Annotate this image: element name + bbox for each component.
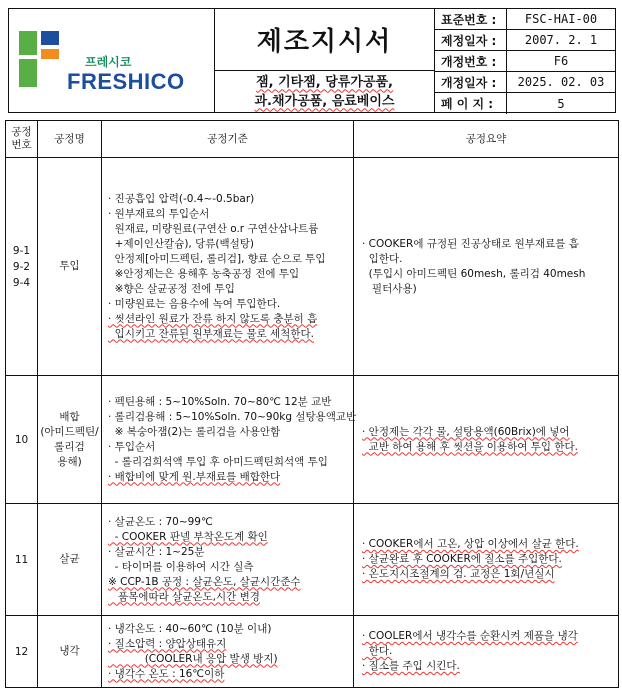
process-summary-line: · 질소를 주입 시킨다. [362, 660, 460, 672]
meta-row-revision-date [435, 72, 615, 93]
process-standard-line: (COOLER내 응압 발생 방지) [108, 652, 278, 665]
meta-row-revision-number [435, 51, 615, 72]
header-process-name: 공정명 [38, 121, 102, 158]
process-name [38, 158, 102, 376]
header-process-number: 공정 번호 [6, 121, 38, 158]
meta-value: 2025. 02. 03 [517, 75, 605, 89]
process-number-line: 11 [14, 553, 29, 566]
process-standard-line: ※향은 살균공정 전에 투입 [108, 282, 235, 295]
process-name-line: 냉각 [59, 645, 80, 657]
process-standard-line: · 냉각온도 : 40~60℃ (10분 이내) [108, 622, 272, 635]
process-standard-line: +제이인산칼슘), 당류(백설탕) [108, 237, 255, 250]
process-standard-line: · 살균온도 : 70~99℃ [108, 515, 213, 528]
table-row [6, 504, 619, 616]
process-summary-line: · COOKER에서 고온, 상압 이상에서 살균 한다. [362, 538, 579, 550]
process-summary-line: 필터사용) [362, 282, 417, 295]
process-standard-line: · 원부재료의 투입순서 [108, 207, 210, 220]
process-name-line: 용해) [57, 455, 82, 468]
process-number [6, 616, 38, 688]
meta-value: F6 [553, 54, 569, 68]
process-standard [102, 504, 354, 616]
company-name-korean: 프레시코 [85, 55, 132, 69]
process-standard-line: 입시키고 잔류된 원부재료는 물로 세척한다. [108, 327, 314, 340]
meta-row-standard-number [435, 9, 615, 30]
subtitle-line: 잼, 기타잼, 당류가공품, [256, 74, 393, 90]
process-summary [354, 504, 619, 616]
subtitle-line: 과.채가공품, 음료베이스 [254, 93, 395, 109]
process-summary-line: (투입시 아미드펙틴 60mesh, 롤리검 40mesh [362, 267, 586, 280]
process-summary-line: · 안정제는 각각 물, 설탕용액(60Brix)에 넣어 [362, 425, 570, 438]
process-standard-line: · 살균시간 : 1~25분 [108, 545, 205, 558]
process-standard-line: - 타이머를 이용하여 시간 실측 [108, 560, 254, 573]
process-standard-line: · 냉각수 온도 : 16℃이하 [108, 667, 225, 680]
process-standard-line: ※ CCP-1B 공정 : 살균온도, 살균시간준수 [108, 575, 301, 588]
process-name [38, 616, 102, 688]
process-number-line: 9-1 [12, 244, 31, 257]
document-meta [434, 8, 616, 113]
meta-value: FSC-HAI-00 [524, 12, 598, 26]
process-number-line: 10 [14, 433, 29, 446]
process-summary-line: · COOLER에서 냉각수를 순환시켜 제품을 냉각 [362, 630, 578, 642]
meta-label: 표준번호 : [435, 9, 507, 29]
process-name-line: 투입 [59, 260, 80, 272]
process-standard-line: 원재료, 미량원료(구연산 o.r 구연산삼나트륨 [108, 222, 319, 235]
process-summary [354, 158, 619, 376]
meta-value: 2007. 2. 1 [524, 33, 598, 47]
process-standard-line: · 펙틴용해 : 5~10%Soln. 70~80℃ 12분 교반 [108, 395, 332, 408]
company-name-english: FRESHICO [67, 69, 185, 94]
meta-label: 개정일자 : [435, 72, 507, 92]
process-standard-line: · 미량원료는 음용수에 녹여 투입한다. [108, 297, 281, 310]
process-standard-line: · 배합비에 맞게 원.부재료를 배합한다 [108, 470, 281, 483]
process-standard-line: - 롤리검희석액 투입 후 아미드펙틴희석액 투입 [108, 455, 328, 468]
process-standard-line: · 롤리검용해 : 5~10%Soln. 70~90kg 설탕용액교반 [108, 410, 357, 423]
process-summary-line: 입한다. [362, 252, 403, 265]
process-number [6, 376, 38, 504]
process-standard-line: ※ 복숭아잼(2)는 롤리검을 사용안함 [108, 425, 281, 438]
meta-label: 제정일자 : [435, 30, 507, 50]
process-standard-line: - COOKER 판넬 부착온도계 확인 [108, 530, 268, 543]
process-number [6, 504, 38, 616]
document-title: 제조지시서 [214, 8, 435, 71]
process-standard [102, 158, 354, 376]
table-row [6, 376, 619, 504]
document-header [8, 8, 616, 113]
meta-value: 5 [557, 96, 565, 111]
process-standard-line: · 투입순서 [108, 440, 156, 453]
table-header-row [6, 121, 619, 158]
process-summary-line: 교반 하여 용해 후 씻션을 이용하여 투입 한다. [362, 440, 578, 453]
meta-label: 페 이 지 : [435, 93, 507, 114]
process-standard-line: 안정제[아미드펙틴, 롤리검], 향료 순으로 투입 [108, 252, 326, 265]
document-subtitle [214, 70, 435, 113]
process-name-line: (아미드펙틴/ [40, 425, 99, 438]
process-number-line: 9-2 [12, 260, 31, 273]
process-standard-line: · 진공흡입 압력(-0.4~-0.5bar) [108, 192, 255, 205]
process-standard-line: · 씻션라인 원료가 잔류 하지 않도록 충분히 흡 [108, 312, 318, 325]
process-summary [354, 376, 619, 504]
process-number [6, 158, 38, 376]
process-name-line: 배합 [59, 410, 80, 423]
process-name [38, 376, 102, 504]
meta-row-page [435, 93, 615, 114]
freshico-logo-icon [19, 31, 59, 87]
process-name [38, 504, 102, 616]
process-standard-line: ※안정제는은 용해후 농축공정 전에 투입 [108, 267, 300, 280]
process-standard [102, 616, 354, 688]
meta-label: 개정번호 : [435, 51, 507, 71]
process-summary [354, 616, 619, 688]
process-standard-line: 품목에따라 살균온도,시간 변경 [108, 590, 260, 603]
header-process-summary: 공정요약 [354, 121, 619, 158]
meta-row-established-date [435, 30, 615, 51]
process-summary-line: 한다. [362, 645, 393, 657]
process-name-line: 살균 [59, 553, 80, 565]
process-standard [102, 376, 357, 504]
process-number-line: 12 [14, 645, 29, 658]
logo-box [8, 8, 215, 113]
process-name-line: 롤리검 [54, 440, 85, 453]
process-table [5, 120, 619, 688]
table-row [6, 158, 619, 376]
process-summary-line: · 온도지시조절계의 검. 교정은 1회/년실시 [362, 568, 555, 580]
table-row [6, 616, 619, 688]
process-number-line: 9-4 [12, 276, 31, 289]
process-summary-line: · 살균완료 후 COOKER에 질소를 주입한다. [362, 553, 562, 565]
process-standard-line: · 질소압력 : 양압상태유지 [108, 637, 227, 650]
header-process-standard: 공정기준 [102, 121, 354, 158]
process-summary-line: · COOKER에 규정된 진공상태로 원부재료를 흡 [362, 237, 579, 250]
